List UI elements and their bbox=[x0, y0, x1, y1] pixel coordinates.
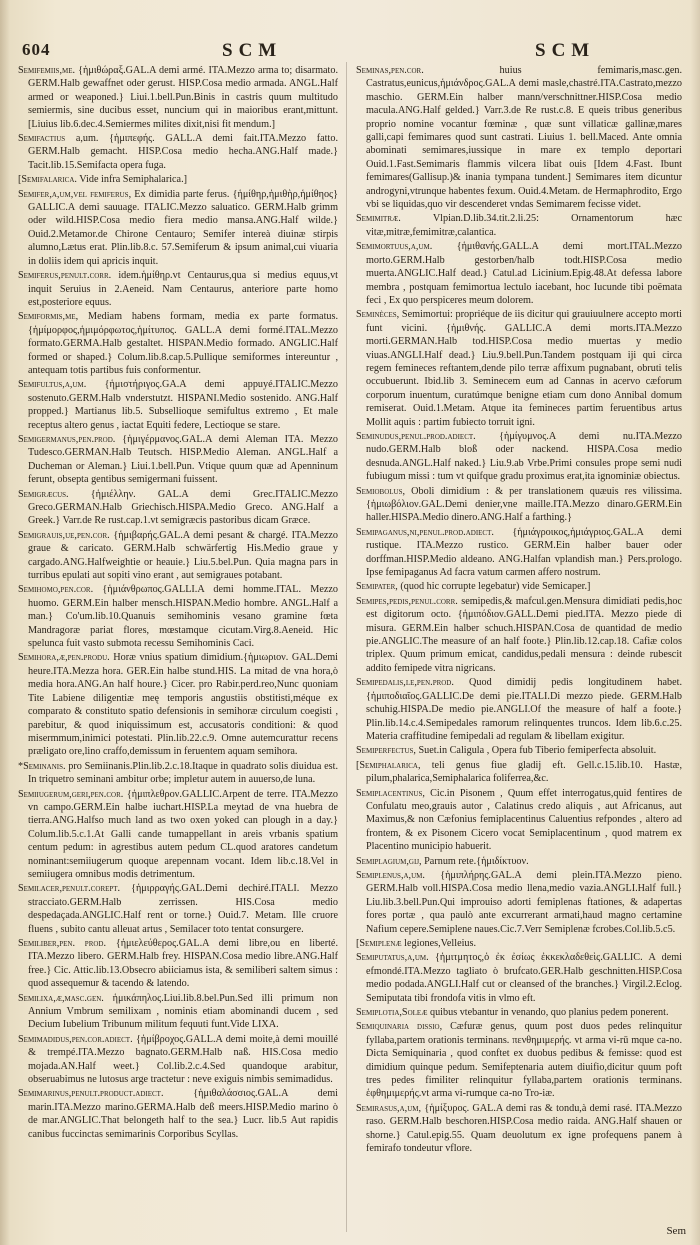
entry-text: {ἡμιστήριγος.GA.A demi appuyé.ITALIC.Mezzo sostenuto.GERM.Halb vnderstutzt. HISPANI.Medio sostenido. ANG.Half propped.} Martianus lib.5. Subsellioque semifultus extremo , Et male receptus altero genus , iactat Equiti federe, Lectioque se stare. bbox=[28, 379, 338, 431]
entry-headword: Semilacer,penult.corept. bbox=[18, 883, 121, 895]
entry-headword: Semihomo,pen.cor. bbox=[18, 584, 94, 596]
entry-text: {ἡμιθαλάσσιος.GAL.A demi marin.ITA.Mezzo marino.GERMA.Halb deß meers.HISP.Medio marino ò de mar.ANGLIC.That belongeth half to the sea.} Lucr. lib.5 Aut rapidis canibus fuccinctas semimarinis Corporibus Scyllas. bbox=[28, 1088, 338, 1140]
entry-headword: Semiformis,me, bbox=[18, 311, 79, 323]
dictionary-entry bbox=[18, 378, 338, 432]
dictionary-entry bbox=[18, 937, 338, 991]
dictionary-entry bbox=[356, 951, 682, 1005]
entry-text: Vide infra Semiphalarica.] bbox=[79, 174, 188, 186]
entry-text: {ἡμιβαρής.GAL.A demi pesant & chargé. ITA.Mezzo graue & caricato. GERM.Halb schwärfertig His.Medio graue y cargado.ANG.Halfweightie or heauie.} Liu.5.bel.Pun. Quia magna pars in turribus epulati aut sopiti vino erant , aut semigraues potabant. bbox=[28, 529, 338, 582]
dictionary-entry bbox=[18, 992, 338, 1032]
entry-text: ἡμικάπηλος.Liui.lib.8.bel.Pun.Sed illi primum non Annium Vmbrum semilixam , nominis etiam abominandi ducem , sed Decium Iubelium Tribunum militum fequuti funt.Vide LIXA. bbox=[28, 992, 338, 1031]
entry-headword: Semiplagium,gij, bbox=[356, 855, 422, 867]
dictionary-entry bbox=[18, 188, 338, 268]
entry-headword: Semiferus,penult.corr. bbox=[18, 270, 112, 282]
entry-headword: Semiliber,pen. prod. bbox=[18, 938, 107, 949]
dictionary-entry bbox=[18, 310, 338, 377]
dictionary-entry bbox=[18, 760, 338, 787]
entry-text: Oboli dimidium : & per translationem quæuis res vilissima. {ἡμιωβόλιον.GAL.Demi denier,vne maille.ITA.Mezzo dinaro.GERM.Ein haller.HISPA.Medio dinero.ANG.Half a farthing.} bbox=[366, 485, 682, 524]
entry-headword: Semiputatus,a,um. bbox=[356, 952, 429, 964]
dictionary-entry bbox=[18, 1033, 338, 1087]
entry-headword: Seminèces, bbox=[356, 309, 400, 321]
dictionary-entry bbox=[356, 759, 682, 786]
dictionary-entry bbox=[356, 430, 682, 484]
entry-headword: Semigrauis,ue,pen.cor. bbox=[18, 529, 110, 541]
entry-text: {ἡμίγυμνος.A demi nu.ITA.Mezzo nudo.GERM.Halb bloß oder nackend. HISPA.Cosa medio desnuda.ANGL.Half naked.} Liu.9.ab Vrbe.Primi consules prope semi nudi fubiugum missi : tum vt quifque gradu proximus erat,ita ignominiæ obiectus. bbox=[366, 430, 682, 483]
entry-headword: Semiplacentinus, bbox=[356, 787, 425, 799]
catchword: Sem bbox=[666, 1225, 686, 1237]
entry-text: pro Semiinanis.Plin.lib.2.c.18.Itaque in quadrato solis diuidua est. In triquetro seminani ambitur orbe; impletur autem in auuerso,de luna. bbox=[28, 760, 338, 786]
entry-headword: Semipater, bbox=[356, 581, 398, 593]
entry-text: Horæ vnius spatium dimidium.{ἡμιωριον. GAL.Demi heure.ITA.Mezza hora. GER.Ein halbe stund.HIS. La mitad de vna hora,ò media hora.ANG.An half houre.} Cicer. pro Rabir.perd.reo,Nunc quoniam Tite Labiene diligentiæ meę temporis angustiis obstitisti,méque ex comparato & constituto spatio defensionis in semihoræ circulum coegisti , parebitur, & quod iniquissimum est, accusatoris conditioni: & quod misermmum,inimici potestati. Plin.lib.22.c.9. Omne autemcurattur recens præligato ore,lino craffo,demissum in feruentem aquam semihora. bbox=[28, 652, 338, 758]
entry-headword: Semifultus,a,um. bbox=[18, 379, 87, 391]
entry-headword: Semirasus,a,um, bbox=[356, 1102, 422, 1114]
dictionary-entry bbox=[356, 580, 682, 593]
entry-text: Cic.in Pisonem , Quum effet interrogatus,quid fentires de Confulatu meo,grauis autor , Calatinus credo aliquis , aut Africanus, aut Maximus,& non Cæfonius femiplacentinus Caluentius refpondes , altero ad frontem, & ex Pisonem Cicero vocat Semiplacentinum , quod matrem ex Placentino municipio habuerit. bbox=[366, 787, 682, 853]
dictionary-entry bbox=[356, 526, 682, 580]
entry-text: {ἡμιελεύθερος.GAL.A demi libre,ou en liberté. ITA.Mezzo libero. GERM.Halb frey. HISPAN.Cosa medio libre.ANG.Half free.} Cic. Attic.lib.13.Obsecro abiiciamus ista, & semiliberi saltem simus : quod assequemur & tacendo & latendo. bbox=[28, 938, 338, 990]
dictionary-entry bbox=[356, 64, 682, 211]
entry-text: teli genus fiue gladij eft. Gell.c.15.lib.10. Hastæ, pilum,phalarica,Semiphalarica foliferrea,&c. bbox=[366, 759, 682, 785]
entry-headword: Semilixa,æ,masc.gen. bbox=[18, 992, 104, 1004]
entry-headword: [Semifalarica. bbox=[18, 174, 77, 186]
entry-headword: Semifemiis,me. bbox=[18, 65, 76, 76]
entry-headword: *Seminanis. bbox=[18, 760, 66, 772]
entry-text: Cæfuræ genus, quum post duos pedes relinquitur fyllaba,partem orationis terminans. πενθημιμερής. vt arma vi-rū mque ca-no. Dicta Semiquinaria , quod conftet ex duobus pedibus & femisse: quod est dimidium quinque pedum. Semifeptenaria autem diuifio,dicitur quum poft tres pedes fimiliter relinquitur fyllaba,partem orationis terminans. ἑφθημιμερής.vt arma vi-rumque ca-no Tro-iæ. bbox=[366, 1021, 682, 1100]
dictionary-entry bbox=[356, 485, 682, 525]
entry-text: quibus vtebantur in venando, quo planius pedem ponerent. bbox=[429, 1007, 669, 1019]
entry-text: Mediam habens formam, media ex parte formatus.{ἡμίμορφος,ἡμιμόρφωτος,ἡμίτυπος. GALL.A demi formé.ITAL.Mezzo formato.GERMA.Halb gestaltet. HISPAN.Medio formado. ANGLIC.Half formed or shaped.} Colum.lib.8.cap.5.Pullique semiformes intereuntur , antequam totis partibus fuis conformentur. bbox=[28, 311, 338, 376]
entry-text: {ἡμιρραγής.GAL.Demi dechiré.ITALI. Mezzo stracciato.GERM.Halb zerrissen. HIS.Cosa medio despedaçada.ANGLIC.Half rent or torne.} Ouid.7. Metam. Ille cruore fluens , subito cantu alleuat artus , Semilacer toto tentat consurgere. bbox=[28, 883, 338, 935]
page-edge-shadow-right bbox=[690, 0, 700, 1245]
entry-text: semipedis,& mafcul.gen.Mensura dimidiati pedis,hoc est digitorum octo. {ἡμιπόδιον.GALL.Demi pied.ITA. Mezzo piede di misura. GERM.Ein halber schuch.HISPAN.Cosa de quantidad de medio pie.ANGLIC.The measure of an half foote.} Plin.lib.12.cap.18. Cafiæ colos triplex. Quum primum emicat, candidus,pedali mensura : deinde rubescit addito femipede vitra nigricans. bbox=[366, 595, 682, 674]
dictionary-entry bbox=[18, 882, 338, 936]
dictionary-entry bbox=[356, 937, 682, 950]
dictionary-entry bbox=[18, 132, 338, 172]
dictionary-entry bbox=[356, 855, 682, 868]
dictionary-entry bbox=[356, 787, 682, 854]
entry-headword: Semihora,æ,pen.produ. bbox=[18, 652, 110, 664]
entry-headword: [Semiplenæ bbox=[356, 938, 402, 949]
entry-text: {ἡμιπλεθρον.GALLIC.Arpent de terre. ITA.Mezzo vn campo.GERM.Ein halbe iuchart.HISP.La meytad de vna huebra de tierra.ANG.Halfso much land as two oxen yoked can plough in a day.} Colum.lib.5.c.1.At Galli cande tumappellant in areis vrbanis spatium centum pedum: in agrestibus autem pedum CL.quod aratores candetum nominant:semiiugerum quoque arepennam vocant. Idem lib.c.18.Vel in semiiugera omnibus modis detrimentum. bbox=[28, 788, 338, 880]
dictionary-entry bbox=[356, 240, 682, 307]
entry-text: huius femimaris,masc.gen. Castratus,eunicus,ἡμιάνδρος.GAL.A demi masle,chastré.ITA.Castrato,mezzo maschio. GERM.Ein halber mann/verschnittner.HISP.Cosa medio macula.ANG.Half gelded.} Varr.3.de Re rust.c.8. E queis tribus generibus proprio nomine vocantur fœminæ , quæ sunt villaticæ gallinæ,mares galli,capi femimares quod sunt castrati. Liuius 1. bell.Maced. Ante omnia abominati semimares,iussique in mare ex templo deportari Ouid.1.Fast.Semimaris flammis vilcera libat ouis [Idem 4.Fast. Ibunt femimares(Gallisup.)& inania tympana tundent.] Semimares item dicuntur androgyni,vtrunque habentes fexum. Ouid.4.Metam. de Hermaphrodito, Ergo vbi se liquidas,quo vir descenderet vndas Semimarem fecisse videt. bbox=[366, 65, 682, 211]
dictionary-entry bbox=[356, 595, 682, 675]
left-column bbox=[18, 64, 338, 1232]
page-number: 604 bbox=[22, 40, 51, 59]
entry-headword: Semigermanus,pen.prod. bbox=[18, 433, 116, 445]
dictionary-entry bbox=[356, 212, 682, 239]
entry-headword: Semimadidus,pen.cor.adiect. bbox=[18, 1033, 133, 1045]
page-edge-shadow-left bbox=[0, 0, 10, 1245]
running-head-left: SCM bbox=[222, 40, 283, 61]
dictionary-entry bbox=[356, 1006, 682, 1019]
dictionary-entry bbox=[18, 529, 338, 583]
entry-text: {ἡμιτμητος,ὁ ἐκ ἐσίως ἐκκεκλαδεθεὶς.GALLIC. A demi efmondé.ITA.Mezzo tagliato ò brufcato.GER.Halb geschnitten.HISP.Cosa medio podada.ANGLI.Half cut or cleansed of the branches.} Virgil.2.Eclog. Semiputata tibi frondofa vitis in vlmo eft. bbox=[366, 952, 682, 1004]
dictionary-entry bbox=[18, 269, 338, 309]
dictionary-entry bbox=[356, 1020, 682, 1100]
entry-text: {ἡμιπλήρης.GAL.A demi plein.ITA.Mezzo pieno. GERM.Halb voll.HISPA.Cosa medio llena,medio vazia.ANGLI.Half full.} Liu.lib.3.bell.Pun.Qui improuiso adorti femiplenas ftationes, & adapertas fores portæ , qua paulò ante excurrerant armati,haud magno certamine Nafium cepere.Semiplene naues.Cic.7.Verr Semiplenæ fcrobes.Col.lib.5.c5. bbox=[366, 869, 682, 935]
entry-headword: Semimitræ. bbox=[356, 213, 401, 225]
entry-text: idem.ἡμίθηρ.vt Centaurus,qua si medius equus,vt inquit Seruius in 2.Aeneid. Nam Centaurus, anteriore parte homo est,posteriore equus. bbox=[28, 270, 338, 308]
entry-text: Suet.in Caligula , Opera fub Tiberio femiperfecta absoluit. bbox=[418, 745, 657, 757]
right-column bbox=[356, 64, 682, 1232]
entry-text: {ἡμιάγροικος,ἡμιάγριος.GAL.A demi rustique. ITA.Mezzo rustico. GERM.Ein halber bauer oder dorffman.HISP.Medio aldeano. ANG.Halfan vplandish man.} Pers.prologo. Ipse femipaganus Ad facra vatum carmen affero nostrum. bbox=[366, 526, 682, 579]
entry-text: Parnum rete.{ἡμιδίκτυον. bbox=[424, 855, 529, 867]
entry-headword: Semigræcus. bbox=[18, 488, 69, 500]
entry-text: Ex dimidia parte ferus. {ἡμίθηρ,ἡμιθὴρ,ἡμίθηος} GALLIC.A demi sauuage. ITALIC.Mezzo saluatico. GERM.Halb grimm oder wild.HISP.Cosa medio fiera medio mansa.ANG.Half wilde.} Ouid.2.Metamor.de Chirone Centauro; Semifer intereà diuinæ stirpis alumno,Lætus erat. Plin.lib.8.c. 57.Semiferum & ipsum animal,cui viuaria in doliis idem qui apricis inquit. bbox=[28, 188, 338, 267]
entry-text: {ἡμιάνθρωπος.GALLI.A demi homme.ITAL. Mezzo huomo. GERM.Ein halber mensch.HISPAN.Medio hombre. ANGL.Half a man.} Co'um.lib.10.Quanuis semihominis vesano gramine fœta Mandragoræ pariat flores, mœstamque cicutam.Virg.8.Aeneid. Hic spelunca fuit vasto submota recessu Semihominis Caci. bbox=[28, 584, 338, 650]
entry-headword: Semifer,a,um,vel femiferus, bbox=[18, 188, 132, 200]
entry-text: {ἡμίβροχος.GALL.A demi moite,à demi mouillé & trempé.ITA.Mezzo bagnato.GERM.Halb naß. HIS.Cosa medio mojada.AN.Half weet.} Col.lib.2.c.4.Sed quandoque arabitur, obseruabimus ne lutosus arge tractetur : neve exiguis nimbis semimadidus. bbox=[28, 1033, 338, 1086]
dictionary-entry bbox=[356, 308, 682, 429]
entry-text: {ἡμιθώραξ.GAL.A demi armé. ITA.Mezzo arma to; disarmato. GERM.Halb gewaffnet oder gerust. HISP.Cosa medio armada. ANGL.Half armed or weaponed.} Liui.1.bell.Pun.Binis in castris quum multitudo semiermis, sine ducibus esset, nuncium qui in maioribus erant,mittunt. [Liuius lib.6.dec.4.Semiermes milites dixit,nisi fit mendum.] bbox=[28, 65, 338, 130]
dictionary-entry bbox=[18, 488, 338, 528]
dictionary-entry bbox=[356, 744, 682, 757]
entry-headword: Semiobolus, bbox=[356, 485, 406, 497]
entry-text: {ἡμιγέρμανος.GAL.A demi Aleman ITA. Mezzo Tudesco.GERMAN.Halb Teutsch. HISP.Medio Aleman. ANGL.Half a Ducheman or Aleman.} Liui.1.bell.Pun. Vtique quum quæ ad Apenninum ferunt, obsepta gentibus semigermani fuissent. bbox=[28, 433, 338, 486]
column-divider bbox=[346, 62, 347, 1232]
dictionary-entry bbox=[356, 676, 682, 743]
entry-headword: Semipes,pedis,penul.corr. bbox=[356, 595, 458, 607]
entry-headword: Seminas,pen.cor. bbox=[356, 65, 424, 76]
dictionary-entry bbox=[18, 583, 338, 650]
entry-text: legiones,Velleius. bbox=[404, 938, 477, 949]
entry-headword: Semiperfectus, bbox=[356, 745, 416, 757]
entry-headword: [Semiphalarica, bbox=[356, 759, 421, 771]
dictionary-entry bbox=[18, 64, 338, 131]
running-head-right: SCM bbox=[535, 40, 596, 61]
entry-text: {ἡμιέλλην. GAL.A demi Grec.ITALIC.Mezzo Greco.GERMAN.Halb Griechisch.HISPA.Medio Greco. ANG.Half a Greek.} Varr.de Re rust.cap.1.vt semigræcis pastoribus dicam Græce. bbox=[28, 488, 338, 527]
entry-headword: Semipaganus,ni,penul.prod.adiect. bbox=[356, 526, 494, 538]
dictionary-entry bbox=[18, 173, 338, 186]
entry-text: (quod hic corrupte legebatur) vide Semicaper.] bbox=[400, 581, 591, 593]
entry-headword: Semifactius bbox=[18, 133, 66, 145]
entry-headword: Semiquinaria dissio, bbox=[356, 1021, 443, 1033]
entry-headword: Semiplenus,a,um. bbox=[356, 869, 425, 881]
entry-headword: Semiiugerum,geri,pen.cor. bbox=[18, 788, 124, 800]
entry-headword: Seminudus,penul.prod.adiect. bbox=[356, 430, 476, 442]
entry-headword: Semimortuus,a,um. bbox=[356, 241, 433, 253]
entry-text: a,um. {ἡμιπεφής. GALL.A demi fait.ITA.Mezzo fatto. GERM.Halb gemacht. HISP.Cosa medio hecha.ANG.Half made.} Tacit.lib.15.Semifacta opera fuga. bbox=[28, 133, 338, 171]
dictionary-entry bbox=[356, 869, 682, 936]
entry-text: {ἡμίξυρος. GAL.A demi ras & tondu,à demi rasé. ITA.Mezzo raso. GERM.Halb beschoren.HISP.Cosa medio raida. ANG.Half shauen or shorne.} Catul.epig.55. Quam deuolutum ex igne profequens panem à femirafo tondeutur vflore. bbox=[366, 1102, 682, 1155]
dictionary-entry bbox=[356, 1102, 682, 1156]
entry-text: Vlpian.D.lib.34.tit.2.li.25: Ornamentorum hæc vitæ,mitræ,femimitræ,calantica. bbox=[366, 213, 682, 238]
entry-headword: Semipedalis,le,pen.prod. bbox=[356, 677, 454, 689]
dictionary-entry bbox=[18, 1087, 338, 1141]
entry-headword: Semimarinus,penult.product.adiect. bbox=[18, 1088, 164, 1100]
entry-text: Semimortui: propriéque de iis dicitur qui grauiuulnere accepto morti funt vicini. {ἡμιθνής. GALLIC.A demi morts.ITA.Mezzo morti.GERMAN.Halb tod.HISP.Cosa medio muertas y medio viuas.ANGLI.Half dead.} Liu.9.bell.Pun.Tandem postquam iji qui circa regem femineces reftantem,dende pilo terræ affixum pugnabant, obruti telis occubuerunt. Ibid.lib 3. Seminecem eum ad Cannas in acervo cæforum corporum inuentum, curatúmque benigne etiam cum dono Annibal domum remiserat. Ouid.1.Metam. Atque ita femineces partim feruentibus artus Mollit aquis : partim fubiecto torruit igni. bbox=[366, 309, 682, 428]
entry-text: Quod dimidij pedis longitudinem habet. {ἡμιποδιαῖος.GALLIC.De demi pie.ITALI.Di mezzo piede. GERM.Halb schuhig.HISPA.De medio pie.ANGLI.Of the measure of half a foote.} Plin.lib.14.c.4.Semipedales ramorum relinquentes truncos. Idem lib.6.c.25. Materia craffitudine femipedali ad regulam & libellam exigitur. bbox=[366, 677, 682, 742]
dictionary-entry bbox=[18, 433, 338, 487]
dictionary-entry bbox=[18, 651, 338, 758]
dictionary-entry bbox=[18, 788, 338, 882]
entry-headword: Semiplotia,Soleæ bbox=[356, 1007, 428, 1019]
entry-text: {ἡμιθανής.GALL.A demi mort.ITAL.Mezzo morto.GERM.Halb gestorben/halb todt.HISP.Cosa medio muerta.ANGLIC.Half dead.} Catul.ad Licinium.Epig.48.At defessa labore membra , postquam femimortua lectulo iacebant, hoc Iucunde tibi poëmata feci , Ex quo perspiceres meum dolorem. bbox=[366, 241, 682, 306]
